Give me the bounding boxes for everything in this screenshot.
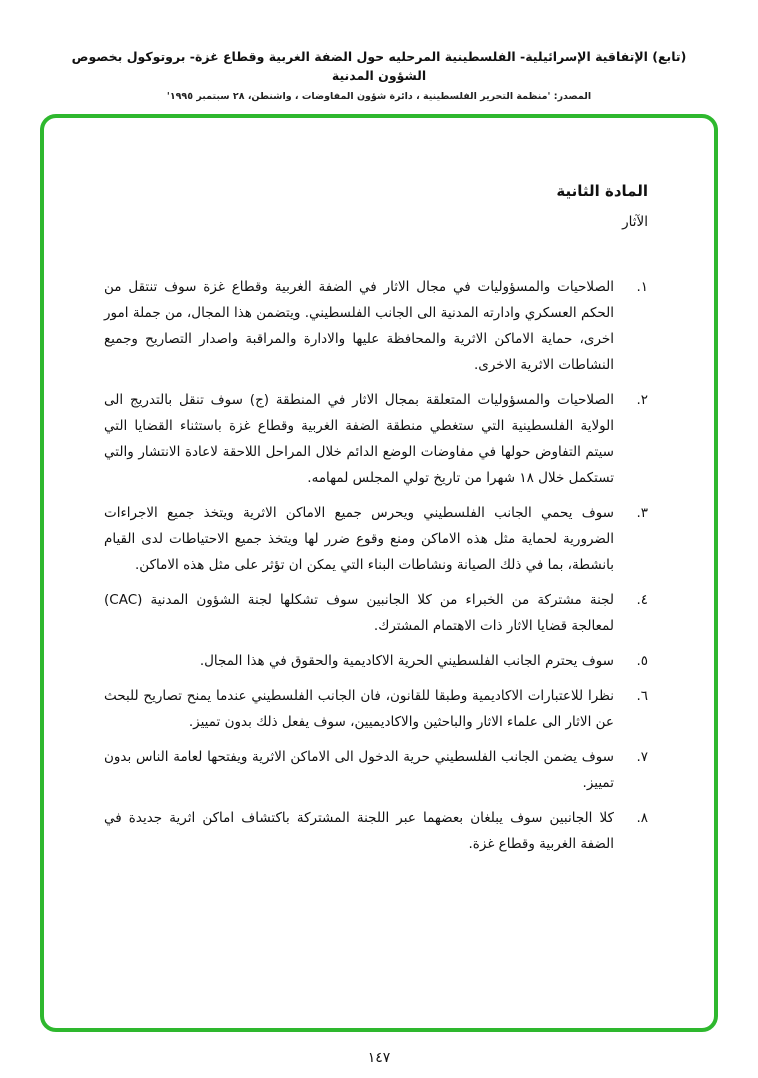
clause-list [104,274,648,857]
clause-item [104,500,648,578]
clause-number: ٥. [636,653,648,669]
clause-text: الصلاحيات والمسؤوليات في مجال الاثار في الضفة الغربية وقطاع غزة سوف تنتقل من الحكم العسكري وادارته المدنية الى الجانب الفلسطيني. ويتضمن هذا المجال، من جملة امور اخرى، حماية الاماكن الاثرية والمحافظة عليها والادارة والمراقبة واصدار التصاريح وجميع النشاطات الاثرية الاخرى. [104,279,614,373]
clause-number: ٤. [636,592,648,608]
clause-text: سوف يحمي الجانب الفلسطيني ويحرس جميع الاماكن الاثرية ويتخذ جميع الاجراءات الضرورية لحماية مثل هذه الاماكن ومنع وقوع ضرر لها ويتخذ جميع الاحتياطات لدى القيام بانشطة، بما في ذلك الصيانة ونشاطات البناء التي يمكن ان تؤثر على مثل هذه الاماكن. [104,505,614,573]
clause-item [104,683,648,735]
clause-text: كلا الجانبين سوف يبلغان بعضهما عبر اللجنة المشتركة باكتشاف اماكن اثرية جديدة في الضفة الغربية وقطاع غزة. [104,810,614,852]
clause-text: الصلاحيات والمسؤوليات المتعلقة بمجال الاثار في المنطقة (ج) سوف تنقل بالتدريج الى الولاية الفلسطينية التي ستغطي منطقة الضفة الغربية وقطاع غزة باستثناء القضايا التي سيتم التفاوض حولها في مفاوضات الوضع الدائم خلال المراحل اللاحقة لاعادة الانتشار والتي تستكمل خلال ١٨ شهرا من تاريخ تولي المجلس لمهامه. [104,392,614,486]
document-header [0,0,758,102]
clause-number: ٨. [636,810,648,826]
header-title: (تابع) الإتفاقية الإسرائيلية- الفلسطينية المرحليه حول الضفة الغربية وقطاع غزة- بروتوكول بخصوص الشؤون المدنية [71,49,687,83]
clause-number: ١. [636,279,648,295]
clause-text: نظرا للاعتبارات الاكاديمية وطبقا للقانون، فان الجانب الفلسطيني عندما يمنح تصاريح للبحث عن الاثار الى علماء الاثار والباحثين والاكاديميين، سوف يفعل ذلك بدون تمييز. [104,688,614,730]
clause-text: سوف يضمن الجانب الفلسطيني حرية الدخول الى الاماكن الاثرية ويفتحها لعامة الناس بدون تمييز. [104,749,614,791]
clause-number: ٣. [636,505,648,521]
clause-item [104,744,648,796]
clause-item [104,648,648,674]
article-title: المادة الثانية [556,182,648,200]
header-source-line: المصدر: 'منظمة التحرير الفلسطينية ، دائرة شؤون المفاوضات ، واشنطن، ٢٨ سبتمبر ١٩٩٥' [166,90,592,102]
clause-number: ٦. [636,688,648,704]
page-number: ١٤٧ [367,1050,391,1066]
green-border-frame [40,114,718,1032]
clause-text: سوف يحترم الجانب الفلسطيني الحرية الاكاديمية والحقوق في هذا المجال. [199,653,614,669]
clause-item [104,274,648,378]
clause-number: ٢. [636,392,648,408]
page-footer [0,1047,758,1066]
clause-item [104,387,648,491]
clause-item [104,805,648,857]
clause-item [104,587,648,639]
clause-text: لجنة مشتركة من الخبراء من كلا الجانبين سوف تشكلها لجنة الشؤون المدنية (CAC) لمعالجة قضايا الاثار ذات الاهتمام المشترك. [104,592,614,634]
article-subtitle: الآثار [622,214,648,230]
clause-number: ٧. [636,749,648,765]
